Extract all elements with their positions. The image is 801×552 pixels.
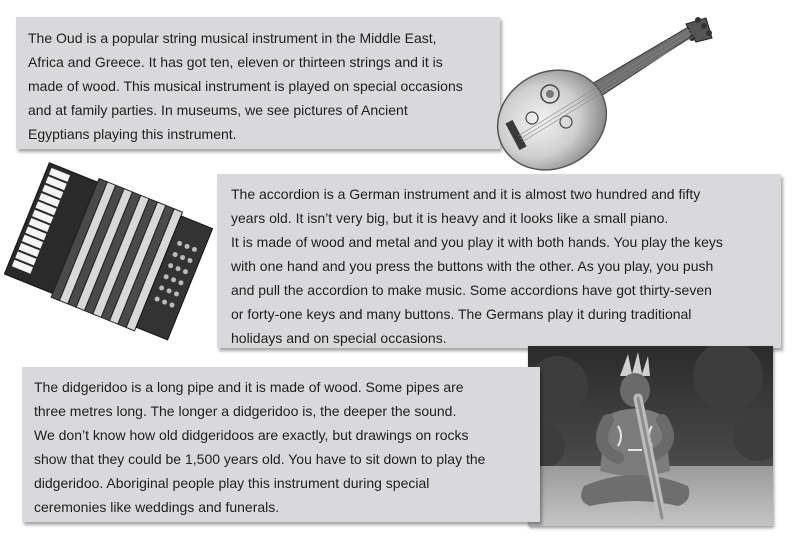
accordion-text-line: and pull the accordion to make music. Some accordions have got thirty-seven bbox=[231, 282, 712, 298]
didgeridoo-text-line: show that they could be 1,500 years old. You have to sit down to play the bbox=[34, 451, 486, 467]
didgeridoo-text-line: We don’t know how old didgeridoos are exactly, but drawings on rocks bbox=[34, 427, 469, 443]
didgeridoo-text-panel bbox=[22, 367, 540, 522]
didgeridoo-text-line: The didgeridoo is a long pipe and it is made of wood. Some pipes are bbox=[34, 379, 464, 395]
accordion-text-line: holidays and on special occasions. bbox=[231, 330, 447, 346]
didgeridoo-text-line: three metres long. The longer a didgeridoo is, the deeper the sound. bbox=[34, 403, 457, 419]
accordion-text-line: It is made of wood and metal and you play it with both hands. You play the keys bbox=[231, 234, 723, 250]
didgeridoo-text-line: didgeridoo. Aboriginal people play this instrument during special bbox=[34, 475, 430, 491]
accordion-text-panel bbox=[217, 174, 781, 348]
oud-text-panel bbox=[16, 17, 500, 149]
accordion-illustration bbox=[4, 158, 214, 358]
oud-text-line: Egyptians playing this instrument. bbox=[28, 126, 237, 142]
oud-text-line: The Oud is a popular string musical instrument in the Middle East, bbox=[28, 30, 437, 46]
oud-illustration bbox=[490, 8, 720, 178]
oud-text-line: and at family parties. In museums, we see pictures of Ancient bbox=[28, 102, 408, 118]
didgeridoo-player-photo bbox=[528, 346, 773, 526]
accordion-text-line: years old. It isn’t very big, but it is heavy and it looks like a small piano. bbox=[231, 210, 669, 226]
oud-text-line: Africa and Greece. It has got ten, eleven or thirteen strings and it is bbox=[28, 54, 443, 70]
accordion-text-line: with one hand and you press the buttons with the other. As you play, you push bbox=[231, 258, 714, 274]
accordion-text-line: The accordion is a German instrument and it is almost two hundred and fifty bbox=[231, 186, 701, 202]
accordion-text-line: or forty-one keys and many buttons. The Germans play it during traditional bbox=[231, 306, 692, 322]
didgeridoo-text-line: ceremonies like weddings and funerals. bbox=[34, 499, 280, 515]
oud-text-line: made of wood. This musical instrument is played on special occasions bbox=[28, 78, 463, 94]
